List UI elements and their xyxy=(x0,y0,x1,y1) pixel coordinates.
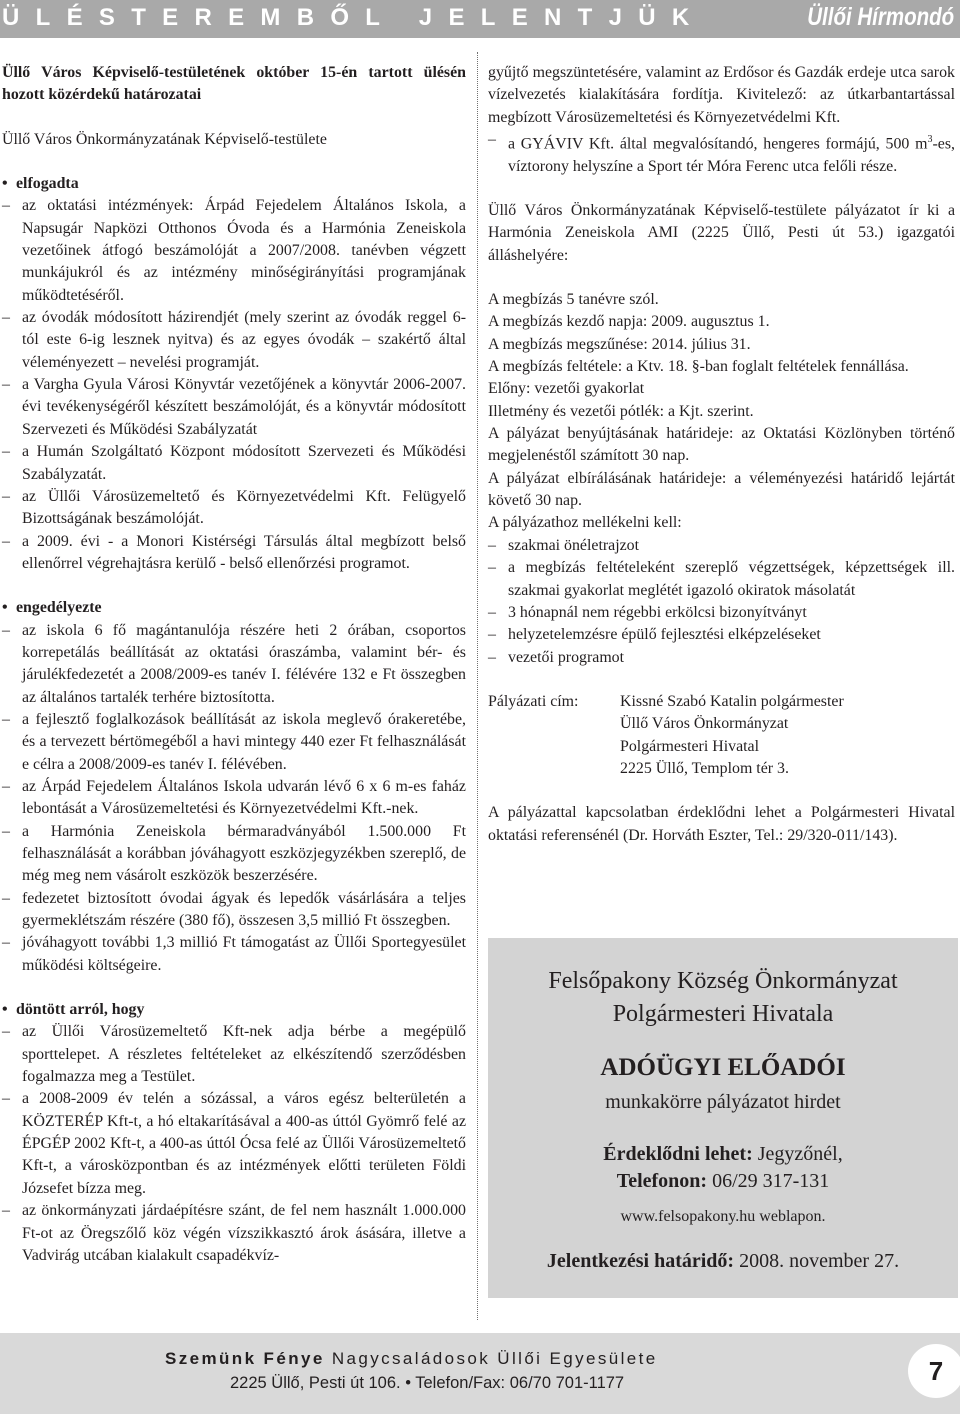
footer-org-name: Szemünk Fénye xyxy=(165,1349,325,1368)
list-item: – az Üllői Városüzemeltető és Környezetvédelmi Kft. Felügyelő Bizottságának beszámolóját. xyxy=(2,486,466,531)
ad-website: www.felsopakony.hu weblapon. xyxy=(620,1208,826,1225)
attachment-item: – szakmai önéletrajzot xyxy=(488,535,955,557)
list-item: – a fejlesztő foglalkozások beállítását az iskola meglevő órakeretébe, és a tervezett bértömegéből a havi mintegy 440 ezer Ft felhasználását e célra a 2008/2009-es tanév I. félévében. xyxy=(2,709,466,776)
page-header xyxy=(0,0,960,38)
address-line: Üllő Város Önkormányzat xyxy=(620,715,789,733)
ad-deadline-value: 2008. november 27. xyxy=(739,1250,900,1272)
attachment-item: – vezetői programot xyxy=(488,647,955,669)
address-line: Kissné Szabó Katalin polgármester xyxy=(620,692,844,710)
job-line: A pályázat benyújtásának határideje: az Oktatási Közlönyben történő megjelenéstől számított 30 nap. xyxy=(488,425,955,465)
list-item: – a Humán Szolgáltató Központ módosított Szervezeti és Működési Szabályzatát. xyxy=(2,441,466,486)
page-footer xyxy=(0,1333,960,1414)
ad-inquiry-label: Érdeklődni lehet: xyxy=(603,1143,753,1165)
job-advertisement-box xyxy=(488,938,958,1298)
ad-subline: munkakörre pályázatot hirdet xyxy=(605,1091,841,1113)
application-address xyxy=(488,691,955,780)
contact-info: A pályázattal kapcsolatban érdeklődni lehet a Polgármesteri Hivatal oktatási referensénél (Dr. Horváth Eszter, Tel.: 29/320-011/143). xyxy=(488,804,955,844)
attachment-item: – helyzetelemzésre épülő fejlesztési elképzeléseket xyxy=(488,624,955,646)
ad-org-line1: Felsőpakony Község Önkormányzat xyxy=(548,968,898,994)
address-label: Pályázati cím: xyxy=(488,692,579,710)
column-divider xyxy=(477,52,478,1320)
gyaviv-text-a: a GYÁVIV Kft. által megvalósítandó, hengeres formájú, 500 m xyxy=(508,135,928,153)
list-item: – a Harmónia Zeneiskola bérmaradványából 1.500.000 Ft felhasználását a korábban jóváhagyott eszközjegyzékben szereplő, de még meg nem vásárolt eszközök beszerzésére. xyxy=(2,821,466,888)
list-item: – a 2008-2009 év telén a sózással, a város egész belterületén a KÖZTERÉP Kft-t, a hó eltakarításával a 400-as úttól Gyömrő felé az ÉPGÉP 2002 Kft-t, a 400-as úttól Ócsa felé az Üllői Városüzemeltető Kft-t, a városközpontban és az intézmények előtti területen Földi Józsefet bízza meg. xyxy=(2,1088,466,1200)
job-announcement: Üllő Város Önkormányzatának Képviselő-testülete pályázatot ír ki a Harmónia Zeneiskola AMI (2225 Üllő, Pesti út 53.) igazgatói álláshelyére: xyxy=(488,202,955,264)
list-item: – az óvodák módosított házirendjét (mely szerint az óvodák reggel 6-tól este 6-ig lesznek nyitva) és az egyes óvodák – szakértő által véleményezett – nevelési programját. xyxy=(2,307,466,374)
left-column xyxy=(2,62,466,1267)
section-heading-dontott: • döntött arról, hogy xyxy=(2,999,466,1021)
ad-inquiry xyxy=(488,1143,958,1166)
list-item: – az önkormányzati járdaépítésre szánt, de fel nem használt 1.000.000 Ft-ot az Öregszőlő köz végén vízszikkasztó árok ásására, illetve a Vadvirág utcában kialakult csapadékvíz- xyxy=(2,1200,466,1267)
list-item: – az Árpád Fejedelem Általános Iskola udvarán lévő 6 x 6 m-es faház lebontását a Városüzemeltetési és Környezetvédelmi Kft.-nek. xyxy=(2,776,466,821)
ad-org-line2: Polgármesteri Hivatala xyxy=(612,1001,834,1027)
gyaviv-text-b: -es, víztorony helyszíne a Sport tér Móra Ferenc utca felőli része. xyxy=(508,135,955,175)
section-heading-engedelyezte: • engedélyezte xyxy=(2,597,466,619)
job-line: A pályázat elbírálásának határideje: a véleményezési határidő lejártát követő 30 nap. xyxy=(488,469,955,510)
list-item: – az Üllői Városüzemeltető Kft-nek adja bérbe a megépülő sporttelepet. A részletes feltételeket az elkészítendő szerződésben fogalmazza meg a Testület. xyxy=(2,1021,466,1088)
continued-text: gyűjtő megszüntetésére, valamint az Erdősor és Gazdák erdeje utca sarok vízelvezetés kialakítására fordítja. Kivitelező: az útkarbantartással megbízott Városüzemeltetési és Környezetvédelmi Kft. xyxy=(488,64,955,126)
address-line: Polgármesteri Hivatal xyxy=(620,737,760,755)
footer-organization xyxy=(165,1349,658,1369)
ad-deadline-label: Jelentkezési határidő: xyxy=(546,1250,735,1272)
footer-address: 2225 Üllő, Pesti út 106. • Telefon/Fax: 06/70 701-1177 xyxy=(230,1374,625,1392)
ad-phone xyxy=(488,1170,958,1193)
page-number: 7 xyxy=(908,1344,960,1398)
job-line: Előny: vezetői gyakorlat xyxy=(488,380,645,398)
job-line: A megbízás 5 tanévre szól. xyxy=(488,291,659,309)
list-item: – a 2009. évi - a Monori Kistérségi Társulás által megbízott belső ellenőrrel végrehajtásra kerülő - belső ellenőrzési programot. xyxy=(2,531,466,576)
list-item xyxy=(488,129,955,178)
ad-position: ADÓÜGYI ELŐADÓI xyxy=(600,1054,846,1081)
ad-phone-label: Telefonon: xyxy=(616,1170,708,1192)
list-item: – fedezetet biztosított óvodai ágyak és lepedők vásárlására a teljes gyermeklétszám részére (380 fő), összesen 3,5 millió Ft összegben. xyxy=(2,888,466,933)
article-subtitle: Üllő Város Önkormányzatának Képviselő-testülete xyxy=(2,130,327,148)
publication-logo: Üllői Hírmondó xyxy=(807,3,954,31)
list-item: – a Vargha Gyula Városi Könyvtár vezetőjének a könyvtár 2006-2007. évi tevékenységéről készített beszámolóját, és a könyvtár módosított Szervezeti és Működési Szabályzatát xyxy=(2,374,466,441)
job-line: A megbízás feltétele: a Ktv. 18. §-ban foglalt feltételek fennállása. xyxy=(488,358,909,376)
job-line: A pályázathoz mellékelni kell: xyxy=(488,514,682,532)
attachment-item: – 3 hónapnál nem régebbi erkölcsi bizonyítványt xyxy=(488,602,955,624)
address-line: 2225 Üllő, Templom tér 3. xyxy=(620,759,789,777)
list-item: – az oktatási intézmények: Árpád Fejedelem Általános Iskola, a Napsugár Napközi Otthonos Óvoda és a Harmónia Zeneiskola vezetőinek átfogó beszámolóját a 2007/2008. tanévben végzett munkájukról és az intézmény minőségirányítási programjának működtetéséről. xyxy=(2,195,466,307)
ad-deadline xyxy=(488,1250,958,1273)
section-heading-elfogadta: • elfogadta xyxy=(2,173,466,195)
attachment-item: – a megbízás feltételeként szereplő végzettségek, képzettségek ill. szakmai gyakorlat meglétét igazoló okiratok másolatát xyxy=(488,557,955,602)
list-item: – jóváhagyott további 1,3 millió Ft támogatást az Üllői Sportegyesület működési költségeire. xyxy=(2,932,466,977)
section-title: ÜLÉSTEREMBŐL JELENTJÜK xyxy=(2,4,706,31)
job-line: A megbízás megszűnése: 2014. július 31. xyxy=(488,335,751,353)
list-item: – az iskola 6 fő magántanulója részére heti 2 órában, csoportos korrepetálás beállítását az oktatási óraszámba, valamint bér- és járulékfedezetét a 2008/2009-es tanév I. félévére 132 e Ft összegben az általános tartalék terhére biztosította. xyxy=(2,620,466,709)
ad-phone-value: 06/29 317-131 xyxy=(712,1170,830,1192)
ad-inquiry-value: Jegyzőnél, xyxy=(757,1143,843,1165)
footer-org-rest: Nagycsaládosok Üllői Egyesülete xyxy=(331,1349,658,1368)
job-line: Illetmény és vezetői pótlék: a Kjt. szerint. xyxy=(488,402,754,420)
job-line: A megbízás kezdő napja: 2009. augusztus 1. xyxy=(488,313,770,331)
right-column xyxy=(488,62,955,847)
superscript-3: 3 xyxy=(927,134,933,146)
article-title: Üllő Város Képviselő-testületének október 15-én tartott ülésén hozott közérdekű határozatai xyxy=(2,64,466,104)
